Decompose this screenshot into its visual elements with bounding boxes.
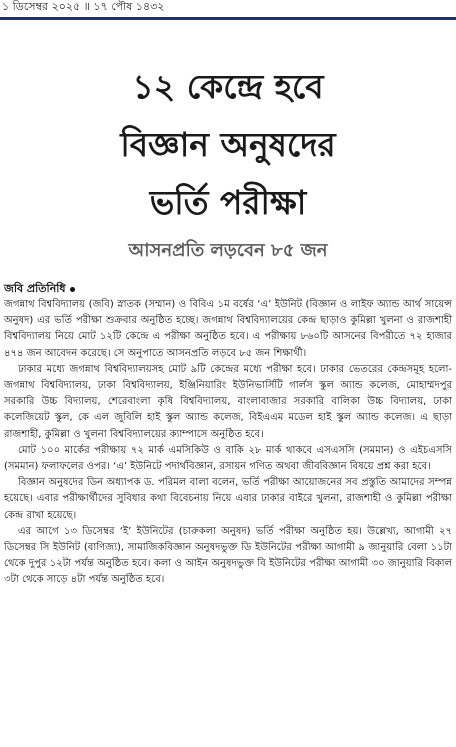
headline-line-3: ভর্তি পরীক্ষা: [149, 183, 307, 222]
article-body: [4, 297, 452, 589]
paragraph: জগন্নাথ বিশ্ববিদ্যালয় (জবি) স্নাতক (সম্মান) ও বিবিএ ১ম বর্ষের ‘এ’ ইউনিট (বিজ্ঞান ও লাইফ অ্যান্ড আর্থ সায়েন্স অনুষদ) এর ভর্তি পরীক্ষা শুক্রবার অনুষ্ঠিত হচ্ছে। জগন্নাথ বিশ্ববিদ্যালয়ের কেন্দ্র ছাড়াও কুমিল্লা খুলনা ও রাজশাহী বিশ্ববিদ্যালয় নিয়ে মোট ১২টি কেন্দ্রে এ পরীক্ষা অনুষ্ঠিত হবে। এ পরীক্ষায় ৮৬০টি আসনের বিপরীতে ৭২ হাজার ৪৭৪ জন আবেদন করেছে। সে অনুপাতে আসনপ্রতি লড়বে ৮৫ জন শিক্ষার্থী।: [4, 299, 452, 359]
byline: [4, 281, 75, 297]
dateline: ১ ডিসেম্বর ২০২৫ ॥ ১৭ পৌষ ১৪৩২: [2, 0, 165, 12]
paragraph: বিজ্ঞান অনুষদের ডিন অধ্যাপক ড. পরিমল বালা বলেন, ভর্তি পরীক্ষা আয়োজনের সব প্রস্তুতি আমাদের সম্পন্ন হয়েছে। এবার পরীক্ষার্থীদের সুবিধার কথা বিবেচনায় নিয়ে এবার ঢাকার বাইরে খুলনা, রাজশাহী ও কুমিল্লা পরীক্ষা কেন্দ্র রাখা হয়েছে।: [4, 477, 452, 521]
headline: [0, 58, 456, 232]
masthead-rule: [0, 17, 456, 20]
headline-line-1: ১২ কেন্দ্রে হবে: [132, 67, 324, 106]
paragraph: এর আগে ১৩ ডিসেম্বর ‘ই’ ইউনিটের (চারুকলা অনুষদ) ভর্তি পরীক্ষা অনুষ্ঠিত হয়। উল্লেখ্য, আগামী ২৭ ডিসেম্বর সি ইউনিট (বাণিজ্য), সামাজিকবিজ্ঞান অনুষদভুক্ত ডি ইউনিটের পরীক্ষা আগামী ৯ জানুয়ারি বেলা ১১টা থেকে দুপুর ১২টা পর্যন্ত অনুষ্ঠিত হবে। কলা ও আইন অনুষদভুক্ত বি ইউনিটের পরীক্ষা আগামী ৩০ জানুয়ারি বিকাল ৩টা থেকে সাড়ে ৪টা পর্যন্ত অনুষ্ঠিত হবে।: [4, 525, 452, 586]
byline-text: জবি প্রতিনিধি: [4, 282, 66, 295]
headline-line-2: বিজ্ঞান অনুষদের: [120, 125, 336, 164]
bullet-icon: [70, 287, 75, 292]
paragraph: ঢাকার মধ্যে জগন্নাথ বিশ্ববিদ্যালয়সহ মোট ৯টি কেন্দ্রের মধ্যে পরীক্ষা হবে। ঢাকার ভেতরের কেন্দ্রসমূহ হলো- জগন্নাথ বিশ্ববিদ্যালয়, ঢাকা বিশ্ববিদ্যালয়, ইঞ্জিনিয়ারিং ইউনিভার্সিটি গার্লস স্কুল অ্যান্ড কলেজ, মোহাম্মদপুর সরকারি উচ্চ বিদ্যালয়, শেরেবাংলা কৃষি বিশ্ববিদ্যালয়, বাংলাবাজার সরকারি বালিকা উচ্চ বিদ্যালয়, ঢাকা কলেজিয়েট স্কুল, কে এল জুবিলি হাই স্কুল অ্যান্ড কলেজ, বিইএএম মডেল হাই স্কুল অ্যান্ড কলেজ। এ ছাড়া রাজশাহী, কুমিল্লা ও খুলনা বিশ্ববিদ্যালয়ের ক্যাম্পাসে অনুষ্ঠিত হবে।: [4, 363, 452, 440]
paragraph: মোট ১০০ মার্কের পরীক্ষায় ৭২ মার্ক এমসিকিউ ও বাকি ২৮ মার্ক থাকবে এসএসসি (সমমান) ও এইচএসসি (সমমান) ফলাফলের ওপর। ‘এ’ ইউনিটে পদার্থবিজ্ঞান, রসায়ন গণিত অথবা জীববিজ্ঞান বিষয়ে প্রশ্ন করা হবে।: [4, 444, 452, 473]
subheadline: আসনপ্রতি লড়বেন ৮৫ জন: [128, 240, 328, 261]
